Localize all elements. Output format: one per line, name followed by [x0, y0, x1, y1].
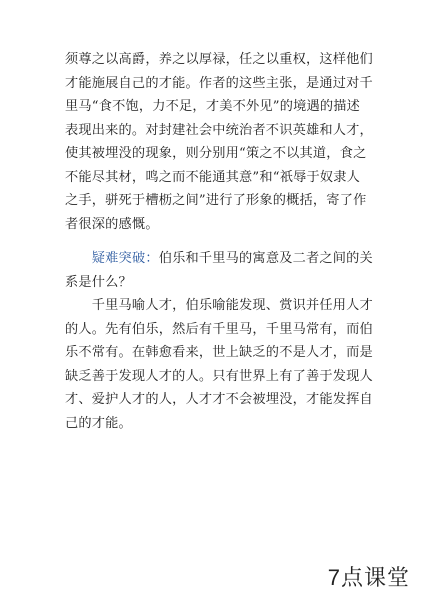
qa-question [65, 247, 373, 294]
watermark-logo-text: 7点课堂 [327, 565, 410, 590]
text-line: 不能尽其材，鸣之而不能通其意”和“祇辱于奴隶人 [65, 169, 361, 185]
text-line: 表现出来的。对封建社会中统治者不识英雄和人才， [65, 122, 373, 138]
text-line: 者很深的感慨。 [65, 216, 159, 232]
text-line: 己的才能。 [65, 415, 132, 431]
text-line: 须尊之以高爵，养之以厚禄，任之以重权，这样他们 [65, 52, 373, 67]
body-paragraph-2 [65, 294, 373, 435]
qa-question-line-2: 系是什么？ [65, 274, 132, 290]
text-line: 的人。先有伯乐，然后有千里马，千里马常有，而伯 [65, 321, 373, 337]
qa-question-line-1 [65, 247, 373, 271]
text-line: 缺乏善于发现人才的人。只有世界上有了善于发现人 [65, 368, 373, 384]
text-line: 才能施展自己的才能。作者的这些主张，是通过对千 [65, 75, 373, 91]
text-line: 之手，骈死于槽枥之间”进行了形象的概括，寄了作 [65, 193, 367, 208]
qa-question-text: 伯乐和千里马的寓意及二者之间的关 [158, 251, 373, 266]
text-line: 里马“食不饱，力不足，才美不外见”的境遇的描述 [65, 99, 361, 114]
body-paragraph-1 [65, 48, 373, 236]
text-line: 乐不常有。在韩愈看来，世上缺乏的不是人才，而是 [65, 345, 373, 360]
qa-label: 疑难突破： [91, 251, 159, 266]
text-line: 才、爱护人才的人，人才才不会被埋没，才能发挥自 [65, 392, 373, 407]
text-line: 千里马喻人才，伯乐喻能发现、赏识并任用人才 [65, 298, 373, 313]
text-line: 使其被埋没的现象，则分别用“策之不以其道，食之 [65, 146, 367, 161]
